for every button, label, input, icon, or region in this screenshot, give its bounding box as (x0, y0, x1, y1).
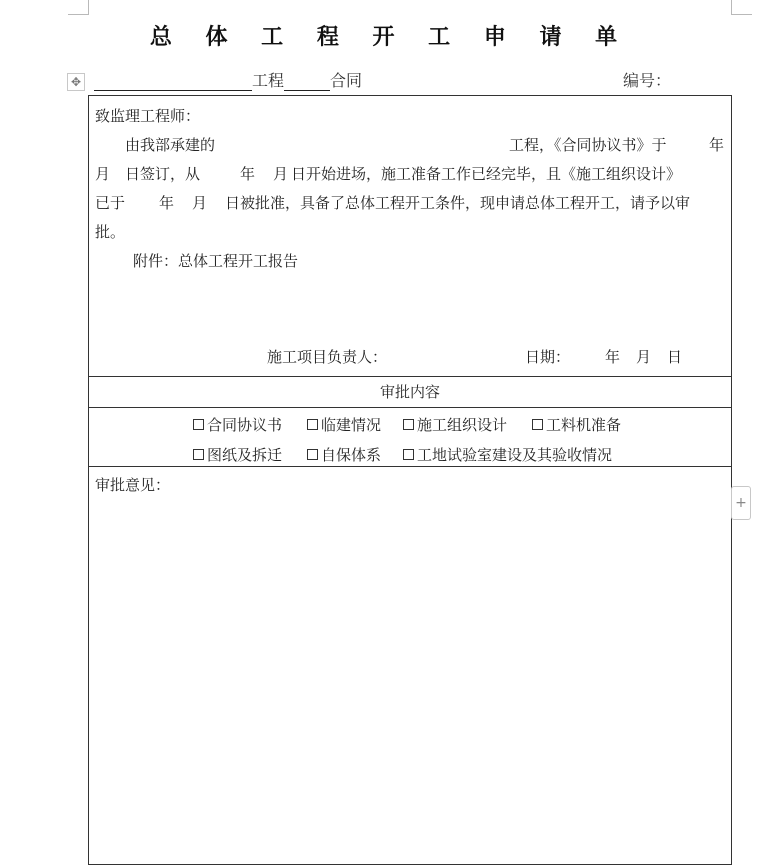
checkbox-materials-preparation[interactable]: 工料机准备 (532, 414, 621, 435)
project-suffix: 工程 (252, 71, 285, 90)
date-month: 月 (636, 348, 652, 366)
checkbox-icon (193, 449, 204, 460)
contract-name-blank[interactable] (284, 71, 330, 91)
date-day: 日 (667, 348, 683, 366)
checkbox-icon (403, 419, 414, 430)
move-icon: ✥ (70, 75, 82, 89)
divider-approval-heading (89, 407, 731, 408)
table-move-handle[interactable] (67, 73, 85, 91)
project-contract-field (94, 68, 362, 91)
page-corner-mark-right (731, 0, 752, 15)
number-label: 编号： (623, 71, 672, 90)
checkbox-temporary-facilities[interactable]: 临建情况 (307, 414, 381, 435)
paragraph-line-3: 已于 年 月 日被批准，具备了总体工程开工条件，现申请总体工程开工，请予以审 (95, 194, 691, 212)
checkbox-self-assurance[interactable]: 自保体系 (307, 444, 381, 465)
date-label: 日期： (525, 348, 571, 366)
checkbox-icon (403, 449, 414, 460)
divider-opinion-top (89, 466, 731, 467)
checkbox-construction-plan[interactable]: 施工组织设计 (403, 414, 507, 435)
checkbox-icon (193, 419, 204, 430)
approval-opinion-label: 审批意见： (95, 476, 171, 494)
application-form-table (88, 95, 732, 865)
checkbox-icon (307, 449, 318, 460)
plus-icon: + (735, 495, 747, 511)
checkbox-icon (307, 419, 318, 430)
date-year: 年 (605, 348, 621, 366)
checkbox-contract-agreement[interactable]: 合同协议书 (193, 414, 282, 435)
signer-label: 施工项目负责人： (267, 348, 388, 366)
paragraph-line-2: 月 日签订，从 年 月 日开始进场，施工准备工作已经完毕，且《施工组织设计》 (95, 165, 682, 183)
approval-heading: 审批内容 (379, 383, 440, 401)
project-name-blank[interactable] (94, 71, 252, 91)
greeting: 致监理工程师： (95, 107, 201, 125)
checkbox-site-laboratory[interactable]: 工地试验室建设及其验收情况 (403, 444, 612, 465)
page-corner-mark-left (68, 0, 89, 15)
checkbox-row-2 (89, 444, 731, 468)
header-line (94, 68, 694, 92)
checkbox-icon (532, 419, 543, 430)
add-column-handle[interactable] (731, 486, 751, 520)
checkbox-row-1 (89, 414, 731, 438)
paragraph-line-4: 批。 (95, 223, 126, 241)
checkbox-drawings-relocation[interactable]: 图纸及拆迁 (193, 444, 282, 465)
paragraph-line-1: 由我部承建的 工程，《合同协议书》于 年 (125, 136, 725, 154)
date-fields (605, 346, 682, 367)
document-title: 总 体 工 程 开 工 申 请 单 (149, 24, 631, 50)
attachment-note: 附件：总体工程开工报告 (133, 252, 299, 270)
contract-suffix: 合同 (330, 71, 363, 90)
